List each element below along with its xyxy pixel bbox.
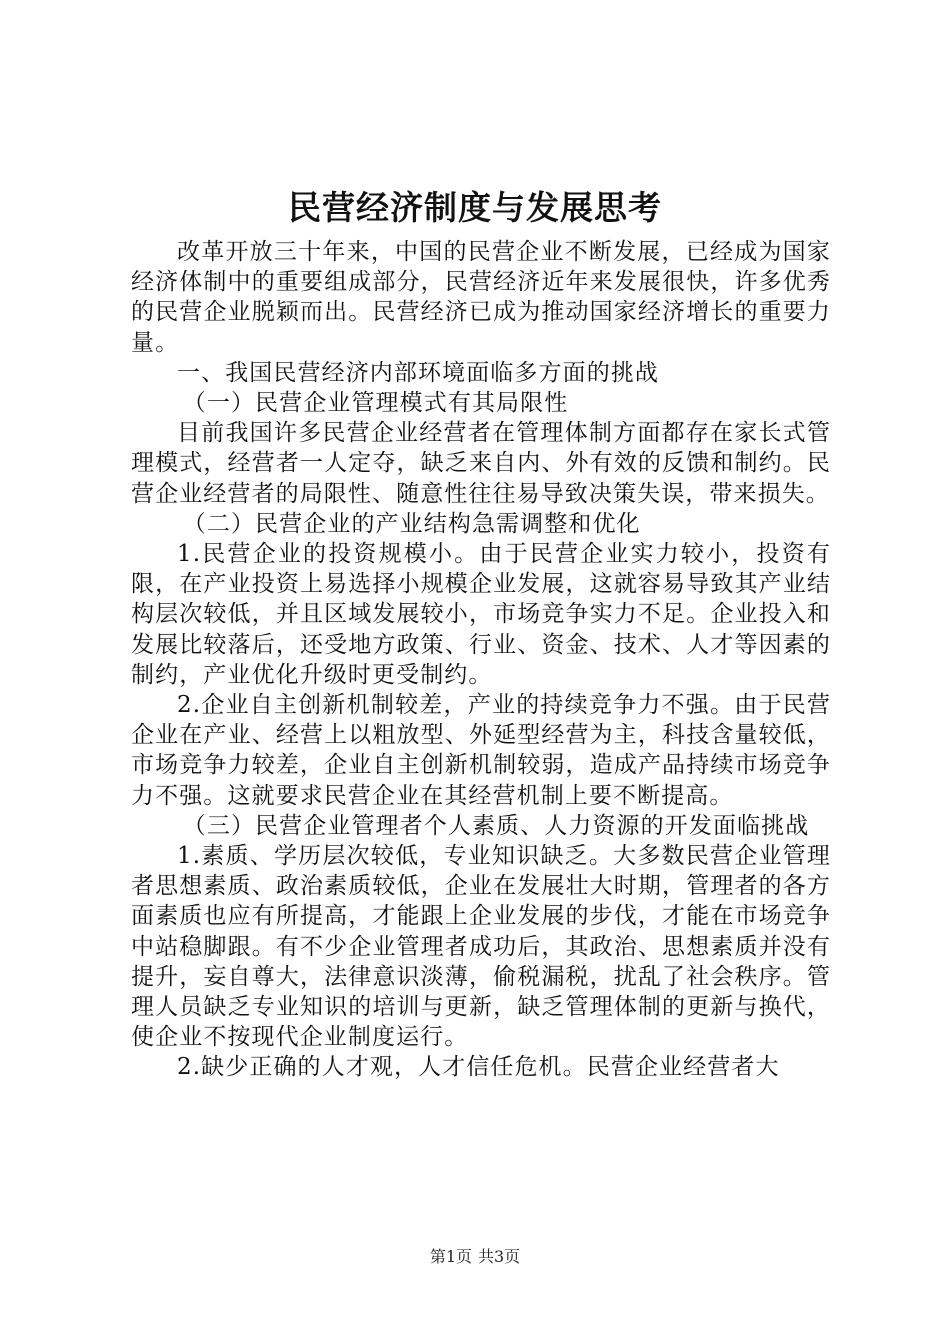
subsection-heading-2: （二）民营企业的产业结构急需调整和优化 xyxy=(182,510,641,537)
page-total: 共3页 xyxy=(478,1247,521,1266)
subsection-heading-1: （一）民营企业管理模式有其局限性 xyxy=(182,390,569,417)
page-number: 第1页 xyxy=(429,1247,472,1266)
paragraph-management-model: 目前我国许多民营企业经营者在管理体制方面都存在家长式管理模式，经营者一人定夺，缺乏来自内、外有效的反馈和制约。民营企业经营者的局限性、随意性往往易导致决策失误，带来损失。 xyxy=(131,420,831,507)
paragraph-investment-scale: 1.民营企业的投资规模小。由于民营企业实力较小，投资有限，在产业投资上易选择小规模企业发展，这就容易导致其产业结构层次较低，并且区域发展较小，市场竞争实力不足。企业投入和发展比较落后，还受地方政策、行业、资金、技术、人才等因素的制约，产业优化升级时更受制约。 xyxy=(131,541,831,688)
document-body xyxy=(131,237,831,1083)
paragraph-intro: 改革开放三十年来，中国的民营企业不断发展，已经成为国家经济体制中的重要组成部分，民营经济近年来发展很快，许多优秀的民营企业脱颖而出。民营经济已成为推动国家经济增长的重要力量。 xyxy=(131,239,831,356)
paragraph-quality: 1.素质、学历层次较低，专业知识缺乏。大多数民营企业管理者思想素质、政治素质较低，企业在发展壮大时期，管理者的各方面素质也应有所提高，才能跟上企业发展的步伐，才能在市场竞争中站稳脚跟。有不少企业管理者成功后，其政治、思想素质并没有提升，妄自尊大，法律意识淡薄，偷税漏税，扰乱了社会秩序。管理人员缺乏专业知识的培训与更新，缺乏管理体制的更新与换代，使企业不按现代企业制度运行。 xyxy=(131,843,831,1051)
subsection-heading-3: （三）民营企业管理者个人素质、人力资源的开发面临挑战 xyxy=(182,812,810,839)
page-footer xyxy=(0,1247,950,1267)
section-heading-1: 一、我国民营经济内部环境面临多方面的挑战 xyxy=(177,359,659,386)
document-title: 民营经济制度与发展思考 xyxy=(288,188,662,227)
paragraph-innovation: 2.企业自主创新机制较差，产业的持续竞争力不强。由于民营企业在产业、经营上以粗放型、外延型经营为主，科技含量较低，市场竞争力较差，企业自主创新机制较弱，造成产品持续市场竞争力不强。这就要求民营企业在其经营机制上要不断提高。 xyxy=(131,692,831,809)
paragraph-talent: 2.缺少正确的人才观，人才信任危机。民营企业经营者大 xyxy=(177,1054,780,1081)
